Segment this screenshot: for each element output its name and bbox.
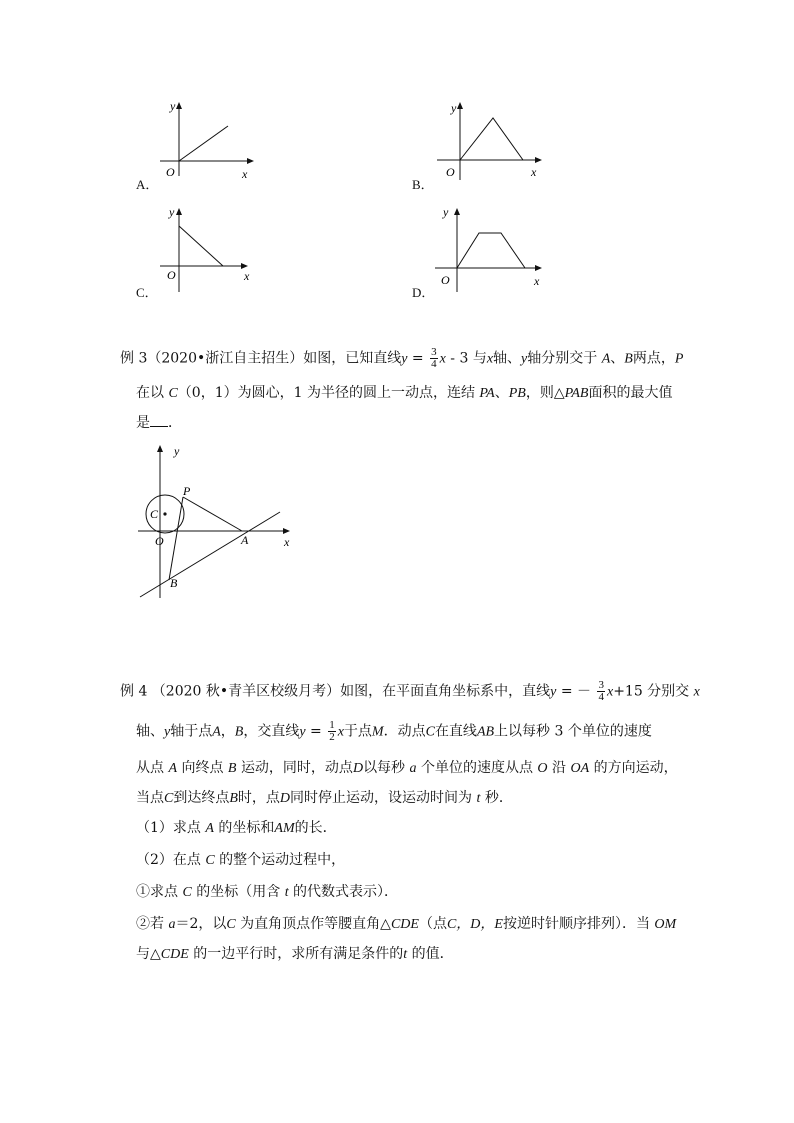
x-label: x [244,269,250,283]
y-axis-arrow [454,208,460,215]
ex3-line-2: 在以 C（0，1）为圆心，1 为半径的圆上一动点，连结 PA、PB，则△PAB面积的最大值 [136,385,673,401]
ex4-question-1: （1）求点 A 的坐标和AM的长． [136,820,337,836]
ex4-sub-2-cont: 与△CDE 的一边平行时，求所有满足条件的t 的值． [136,946,454,962]
origin-label: O [155,534,164,548]
graph-line [460,118,523,160]
x-axis-arrow [535,265,542,271]
x-label: x [534,274,540,288]
option-a-graph [150,98,260,188]
ex4-line-3: 从点 A 向终点 B 运动，同时，动点D以每秒 a 个单位的速度从点 O 沿 OA 的方向运动， [136,760,678,776]
fraction: $\frac{3}{4}$ [431,346,437,370]
y-label: y [443,205,449,219]
y-axis-arrow [457,102,463,109]
option-a-label: A． [136,177,159,192]
option-d-label: D． [412,285,435,300]
y-axis-arrow [176,102,182,109]
x-label: x [242,167,248,181]
ex3-line-3: 是 ． [136,415,182,431]
option-c-graph [150,204,260,294]
ex3-line-1: 例 3（2020•浙江自主招生）如图，已知直线y = $\frac{3}{4}$ x - 3 与x轴、y轴分别交于 A、B两点，P [120,346,684,370]
point-b-label: B [170,576,178,590]
segment-pa [183,497,242,531]
ex4-sub-2: ②若 a＝2，以C 为直角顶点作等腰直角△CDE（点C，D，E按逆时针顺序排列）．当 OM [136,916,677,932]
y-label: y [451,101,457,115]
y-label: y [174,444,180,458]
option-b-graph [432,98,547,188]
y-label: y [169,205,175,219]
ex4-line-2: 轴、y轴于点A，B，交直线y = $\frac{1}{2}$ x于点M．动点C在直线AB上以每秒 3 个单位的速度 [136,719,652,743]
origin-label: O [441,273,450,287]
line-ab [140,512,280,597]
origin-label: O [167,268,176,282]
ex4-line-1: 例 4 （2020 秋•青羊区校级月考）如图，在平面直角坐标系中，直线y = － $\frac{3}{4}$ x+15 分别交 x [120,679,700,703]
point-c-label: C [150,507,159,521]
x-axis-arrow [283,528,290,534]
x-label: x [284,535,290,549]
x-axis-arrow [247,158,254,164]
fraction: $\frac{3}{4}$ [598,679,604,703]
option-c-label: C． [136,285,158,300]
ex3-figure [130,440,300,605]
origin-label: O [166,165,175,179]
x-label: x [531,165,537,179]
point-a-label: A [241,533,249,547]
graph-line [457,233,525,268]
answer-blank [150,414,168,427]
graph-line [179,126,228,161]
fraction: $\frac{1}{2}$ [329,719,335,743]
origin-label: O [446,165,455,179]
x-axis-arrow [535,157,542,163]
ex4-sub-1: ①求点 C 的坐标（用含 t 的代数式表示）． [136,884,399,900]
center-point [163,512,166,515]
graph-line [179,226,223,266]
option-d-graph [432,204,547,294]
ex4-question-2: （2）在点 C 的整个运动过程中， [136,852,346,868]
option-b-label: B． [412,177,434,192]
segment-pb [169,497,183,580]
point-p-label: P [183,484,191,498]
y-axis-arrow [176,208,182,215]
y-label: y [170,99,176,113]
ex4-line-4: 当点C到达终点B时，点D同时停止运动，设运动时间为 t 秒． [136,790,513,806]
y-axis-arrow [157,445,163,452]
